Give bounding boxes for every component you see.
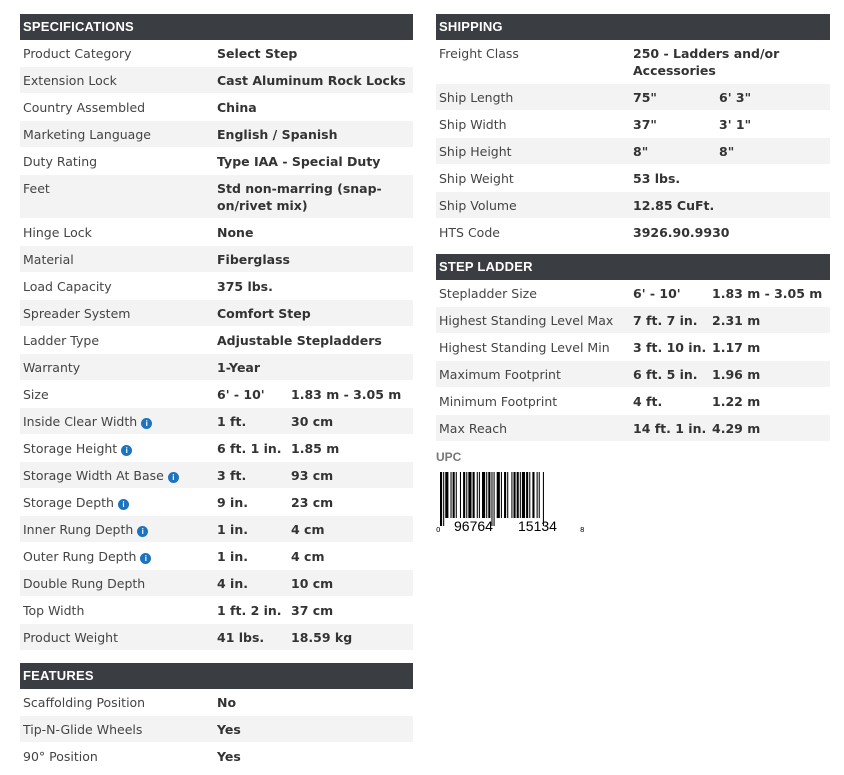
table-row <box>20 175 413 219</box>
step-ladder-table <box>436 280 830 442</box>
barcode-bar <box>507 472 508 518</box>
row-label-cell <box>20 440 217 457</box>
barcode-bar <box>443 472 444 526</box>
row-value: No <box>217 695 237 710</box>
row-label: Stepladder Size <box>439 286 537 301</box>
table-row <box>20 743 413 770</box>
row-label-cell <box>436 312 633 329</box>
row-value: None <box>217 225 254 240</box>
row-value: Comfort Step <box>217 306 311 321</box>
row-value: 375 lbs. <box>217 279 273 294</box>
row-label-cell <box>436 393 633 410</box>
row-value-metric: 18.59 kg <box>291 630 353 645</box>
barcode-bar <box>514 472 516 518</box>
row-value: 14 ft. 1 in. <box>633 421 707 436</box>
row-value: 3 ft. <box>217 468 247 483</box>
row-label-cell <box>436 366 633 383</box>
row-label-cell <box>436 45 633 62</box>
table-row <box>436 84 830 111</box>
info-icon[interactable]: i <box>121 445 132 456</box>
barcode-bar <box>466 472 467 518</box>
table-row <box>20 40 413 67</box>
upc-digit-right: 8 <box>580 526 585 534</box>
row-label: Ship Weight <box>439 171 514 186</box>
table-row <box>20 516 413 543</box>
table-row <box>436 415 830 442</box>
table-row <box>436 307 830 334</box>
row-label-cell <box>20 99 217 116</box>
row-value-metric: 6' 3" <box>719 90 752 105</box>
table-row <box>436 280 830 307</box>
table-row <box>20 408 413 435</box>
row-label-cell <box>20 467 217 484</box>
row-label-cell <box>436 143 633 160</box>
table-row <box>20 94 413 121</box>
row-label: HTS Code <box>439 225 500 240</box>
row-label-cell <box>20 359 217 376</box>
row-value: Fiberglass <box>217 252 290 267</box>
row-label-cell <box>20 602 217 619</box>
row-value: 3926.90.9930 <box>633 225 730 240</box>
barcode-bar <box>451 472 452 518</box>
row-label-cell <box>20 721 217 738</box>
row-label-cell <box>20 575 217 592</box>
barcode-bar <box>494 472 495 526</box>
row-value: 75" <box>633 90 657 105</box>
row-value-metric: 1.85 m <box>291 441 340 456</box>
table-row <box>20 148 413 175</box>
barcode-bar <box>497 472 500 518</box>
upc-label: UPC <box>436 450 462 464</box>
shipping-table <box>436 40 830 246</box>
row-value-metric: 23 cm <box>291 495 334 510</box>
row-value: Yes <box>217 749 241 764</box>
row-label-cell <box>436 89 633 106</box>
upc-digit-left: 0 <box>436 526 441 534</box>
barcode-bar <box>453 472 455 518</box>
row-label: Product Weight <box>23 630 118 645</box>
row-label: Tip-N-Glide Wheels <box>23 722 143 737</box>
barcode-bar <box>526 472 528 518</box>
row-label: Spreader System <box>23 306 131 321</box>
table-row <box>20 327 413 354</box>
row-label: Ship Height <box>439 144 512 159</box>
row-value-metric: 30 cm <box>291 414 334 429</box>
row-value-metric: 4 cm <box>291 522 325 537</box>
row-value: 1-Year <box>217 360 261 375</box>
row-label-cell <box>436 197 633 214</box>
barcode-bar <box>488 472 490 518</box>
row-value: Yes <box>217 722 241 737</box>
table-row <box>436 165 830 192</box>
row-value-metric: 1.83 m - 3.05 m <box>291 387 402 402</box>
row-value: 1 in. <box>217 549 248 564</box>
barcode-bar <box>468 472 471 518</box>
barcode-bar <box>477 472 478 518</box>
upc-group-2: 15134 <box>518 518 557 534</box>
row-label-cell <box>20 251 217 268</box>
row-label: Feet <box>23 181 50 196</box>
row-value: 37" <box>633 117 657 132</box>
row-label-cell <box>436 339 633 356</box>
info-icon[interactable]: i <box>168 472 179 483</box>
row-label-cell <box>20 153 217 170</box>
info-icon[interactable]: i <box>137 526 148 537</box>
row-value: 4 in. <box>217 576 248 591</box>
row-value: 250 - Ladders and/or Accessories <box>633 46 780 78</box>
row-label: Hinge Lock <box>23 225 92 240</box>
row-value: Std non-marring (snap-on/rivet mix) <box>217 181 382 213</box>
row-value-metric: 4 cm <box>291 549 325 564</box>
table-row <box>20 273 413 300</box>
row-value: 9 in. <box>217 495 248 510</box>
row-label: Double Rung Depth <box>23 576 146 591</box>
upc-barcode <box>436 470 588 534</box>
table-row <box>20 624 413 651</box>
table-row <box>436 192 830 219</box>
table-row <box>20 489 413 516</box>
row-value: Cast Aluminum Rock Locks <box>217 73 406 88</box>
table-row <box>436 111 830 138</box>
barcode-bar <box>520 472 521 518</box>
row-value-metric: 93 cm <box>291 468 334 483</box>
table-row <box>20 716 413 743</box>
row-value: 41 lbs. <box>217 630 265 645</box>
row-value: 6' - 10' <box>633 286 681 301</box>
info-icon[interactable]: i <box>118 499 129 510</box>
table-row <box>436 388 830 415</box>
shipping-header: SHIPPING <box>436 14 830 40</box>
row-label-cell <box>20 548 217 565</box>
table-row <box>20 543 413 570</box>
row-label: Marketing Language <box>23 127 151 142</box>
table-row <box>436 138 830 165</box>
row-value-metric: 4.29 m <box>712 421 761 436</box>
step-ladder-header: STEP LADDER <box>436 254 830 280</box>
row-value: English / Spanish <box>217 127 338 142</box>
row-value-metric: 10 cm <box>291 576 334 591</box>
barcode-bar <box>482 472 485 518</box>
upc-group-1: 96764 <box>454 518 493 534</box>
row-label: Load Capacity <box>23 279 112 294</box>
table-row <box>20 67 413 94</box>
row-value-metric: 37 cm <box>291 603 334 618</box>
row-label-cell <box>20 494 217 511</box>
row-value: 7 ft. 7 in. <box>633 313 698 328</box>
shipping-panel <box>436 14 830 246</box>
row-label: Country Assembled <box>23 100 146 115</box>
row-label-cell <box>20 629 217 646</box>
row-label: Inside Clear Width <box>23 414 138 429</box>
row-value: 53 lbs. <box>633 171 681 186</box>
barcode-bar <box>463 472 465 518</box>
row-value-metric: 3' 1" <box>719 117 752 132</box>
barcode-bar <box>460 472 461 518</box>
table-row <box>20 381 413 408</box>
row-value-metric: 1.17 m <box>712 340 761 355</box>
row-label: Inner Rung Depth <box>23 522 134 537</box>
table-row <box>20 246 413 273</box>
barcode-bar <box>511 472 512 518</box>
row-label-cell <box>20 694 217 711</box>
row-label: Highest Standing Level Min <box>439 340 610 355</box>
barcode-bar <box>440 472 442 526</box>
specifications-table <box>20 40 413 651</box>
row-label-cell <box>20 45 217 62</box>
row-label: Storage Depth <box>23 495 114 510</box>
row-label: Freight Class <box>439 46 519 61</box>
row-value-metric: 2.31 m <box>712 313 761 328</box>
row-label: Duty Rating <box>23 154 98 169</box>
row-value: 1 ft. <box>217 414 247 429</box>
row-label-cell <box>436 224 633 241</box>
row-label-cell <box>436 116 633 133</box>
row-label: Warranty <box>23 360 81 375</box>
barcode-bar <box>456 472 457 518</box>
row-value: 6' - 10' <box>217 387 265 402</box>
row-label-cell <box>20 126 217 143</box>
row-label: Material <box>23 252 74 267</box>
row-value: 1 in. <box>217 522 248 537</box>
row-label: Ship Length <box>439 90 514 105</box>
row-label: Ladder Type <box>23 333 100 348</box>
row-value: 12.85 CuFt. <box>633 198 715 213</box>
table-row <box>20 689 413 716</box>
row-value: Type IAA - Special Duty <box>217 154 381 169</box>
row-label: Scaffolding Position <box>23 695 146 710</box>
row-label-cell <box>20 305 217 322</box>
row-label: Product Category <box>23 46 132 61</box>
row-label: Storage Width At Base <box>23 468 164 483</box>
row-label-cell <box>20 521 217 538</box>
row-label: Outer Rung Depth <box>23 549 137 564</box>
row-label: Maximum Footprint <box>439 367 561 382</box>
row-label: Top Width <box>23 603 85 618</box>
row-value: China <box>217 100 257 115</box>
table-row <box>20 300 413 327</box>
table-row <box>20 570 413 597</box>
barcode-bar <box>539 472 540 518</box>
row-label: Max Reach <box>439 421 508 436</box>
barcode-bar <box>473 472 475 518</box>
row-value: 6 ft. 5 in. <box>633 367 698 382</box>
barcode-bar <box>479 472 480 518</box>
step-ladder-panel <box>436 254 830 442</box>
features-header: FEATURES <box>20 663 413 689</box>
row-label-cell <box>20 413 217 430</box>
row-value-metric: 1.83 m - 3.05 m <box>712 286 823 301</box>
row-label-cell <box>20 278 217 295</box>
barcode-bar <box>486 472 487 518</box>
barcode-bar <box>537 472 538 518</box>
table-row <box>20 462 413 489</box>
row-value-metric: 1.22 m <box>712 394 761 409</box>
barcode-bar <box>504 472 506 518</box>
row-label-cell <box>436 420 633 437</box>
row-value-metric: 8" <box>719 144 735 159</box>
specifications-header: SPECIFICATIONS <box>20 14 413 40</box>
row-label: Ship Volume <box>439 198 517 213</box>
row-value: 3 ft. 10 in. <box>633 340 707 355</box>
table-row <box>436 334 830 361</box>
features-table <box>20 689 413 770</box>
table-row <box>436 219 830 246</box>
barcode-bar <box>445 472 448 518</box>
info-icon[interactable]: i <box>140 553 151 564</box>
row-label: Storage Height <box>23 441 118 456</box>
row-label-cell <box>436 170 633 187</box>
row-label-cell <box>20 332 217 349</box>
table-row <box>20 354 413 381</box>
table-row <box>20 435 413 462</box>
row-value: 4 ft. <box>633 394 663 409</box>
row-label: Minimum Footprint <box>439 394 558 409</box>
row-label: Ship Width <box>439 117 507 132</box>
row-label: Extension Lock <box>23 73 117 88</box>
row-value: 1 ft. 2 in. <box>217 603 282 618</box>
row-label: 90° Position <box>23 749 98 764</box>
barcode-bar <box>501 472 502 518</box>
row-value: Adjustable Stepladders <box>217 333 382 348</box>
barcode-bar <box>517 472 519 518</box>
row-label-cell <box>436 285 633 302</box>
table-row <box>20 121 413 148</box>
row-label-cell <box>20 180 217 197</box>
barcode-bar <box>522 472 525 518</box>
row-value: 6 ft. 1 in. <box>217 441 282 456</box>
table-row <box>20 219 413 246</box>
row-label: Size <box>23 387 49 402</box>
table-row <box>20 597 413 624</box>
info-icon[interactable]: i <box>141 418 152 429</box>
row-label-cell <box>20 224 217 241</box>
row-value: Select Step <box>217 46 298 61</box>
row-label-cell <box>20 72 217 89</box>
specifications-panel <box>20 14 413 770</box>
table-row <box>436 361 830 388</box>
row-label-cell <box>20 386 217 403</box>
barcode-bar <box>532 472 534 518</box>
barcode-bar <box>529 472 530 518</box>
row-label-cell <box>20 748 217 765</box>
row-value: 8" <box>633 144 649 159</box>
row-label: Highest Standing Level Max <box>439 313 614 328</box>
row-value-metric: 1.96 m <box>712 367 761 382</box>
table-row <box>436 40 830 84</box>
